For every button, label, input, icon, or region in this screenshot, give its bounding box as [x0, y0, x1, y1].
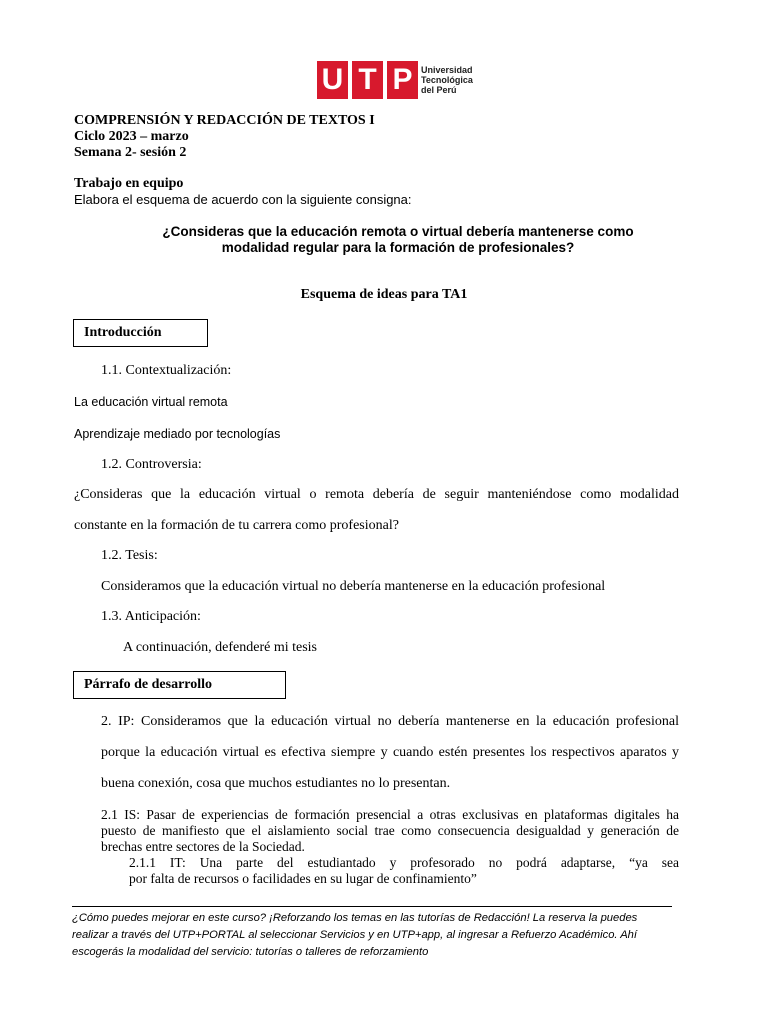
course-week: Semana 2- sesión 2	[74, 145, 187, 160]
controversy-line-2: constante en la formación de tu carrera como profesional?	[74, 518, 399, 533]
course-cycle: Ciclo 2023 – marzo	[74, 129, 189, 144]
is-line-2: puesto de manifiesto que el aislamiento social trae como consecuencia desigualdad y generación de	[101, 823, 679, 838]
is-line-1: 2.1 IS: Pasar de experiencias de formación presencial a otras exclusivas en plataformas digitales ha	[101, 807, 679, 822]
prompt-question-line-2: modalidad regular para la formación de profesionales?	[221, 240, 575, 255]
logo-letter-u: U	[317, 61, 348, 99]
is-paragraph	[101, 807, 679, 855]
controversy-line-1: ¿Consideras que la educación virtual o remota debería de seguir manteniéndose como modalidad	[74, 487, 679, 502]
prompt-question-line-1: ¿Consideras que la educación remota o virtual debería mantenerse como	[162, 224, 634, 239]
is-line-3: brechas entre sectores de la Sociedad.	[101, 839, 305, 854]
prompt-question	[110, 224, 686, 256]
course-title: COMPRENSIÓN Y REDACCIÓN DE TEXTOS I	[74, 113, 375, 128]
context-item-1: La educación virtual remota	[74, 395, 228, 409]
controversy-label: 1.2. Controversia:	[101, 457, 202, 472]
context-label: 1.1. Contextualización:	[101, 363, 232, 378]
schema-title: Esquema de ideas para TA1	[300, 287, 468, 302]
thesis-text: Consideramos que la educación virtual no debería mantenerse en la educación profesional	[101, 579, 606, 594]
logo-line-2: Tecnológica	[421, 75, 473, 85]
logo-line-1: Universidad	[421, 65, 473, 75]
utp-logo	[317, 61, 473, 99]
logo-letter-p: P	[387, 61, 418, 99]
thesis-label: 1.2. Tesis:	[101, 548, 158, 563]
footer-note	[72, 910, 682, 961]
anticipation-label: 1.3. Anticipación:	[101, 609, 201, 624]
footer-divider	[72, 906, 672, 907]
footer-line-2: realizar a través del UTP+PORTAL al seleccionar Servicios y en UTP+app, al ingresar a Refuerzo Académico. Ahí	[72, 929, 638, 941]
development-heading-box	[73, 671, 286, 699]
ip-line-3: buena conexión, cosa que muchos estudiantes no lo presentan.	[101, 776, 451, 791]
footer-line-3: escogerás la modalidad del servicio: tutorías o talleres de reforzamiento	[72, 946, 429, 958]
introduction-heading: Introducción	[84, 325, 162, 340]
document-header	[74, 113, 375, 161]
ip-line-2: porque la educación virtual es efectiva siempre y cuando estén presentes los respectivos aparatos y	[101, 745, 679, 760]
logo-letters	[317, 61, 418, 99]
footer-line-1: ¿Cómo puedes mejorar en este curso? ¡Reforzando los temas en las tutorías de Redacción! La reserva la puedes	[72, 912, 638, 924]
introduction-heading-box	[73, 319, 208, 347]
it-line-2: por falta de recursos o facilidades en su lugar de confinamiento”	[129, 871, 477, 886]
anticipation-text: A continuación, defenderé mi tesis	[123, 640, 317, 655]
development-heading: Párrafo de desarrollo	[84, 677, 213, 692]
ip-line-1: 2. IP: Consideramos que la educación virtual no debería mantenerse en la educación profesional	[101, 714, 679, 729]
logo-university-name	[421, 65, 473, 95]
it-line-1: 2.1.1 IT: Una parte del estudiantado y profesorado no podrá adaptarse, “ya sea	[129, 855, 679, 870]
work-instruction: Elabora el esquema de acuerdo con la siguiente consigna:	[74, 192, 412, 207]
logo-line-3: del Perú	[421, 85, 457, 95]
context-item-2: Aprendizaje mediado por tecnologías	[74, 427, 281, 441]
work-title: Trabajo en equipo	[74, 176, 184, 191]
it-paragraph	[129, 855, 679, 887]
logo-letter-t: T	[352, 61, 383, 99]
